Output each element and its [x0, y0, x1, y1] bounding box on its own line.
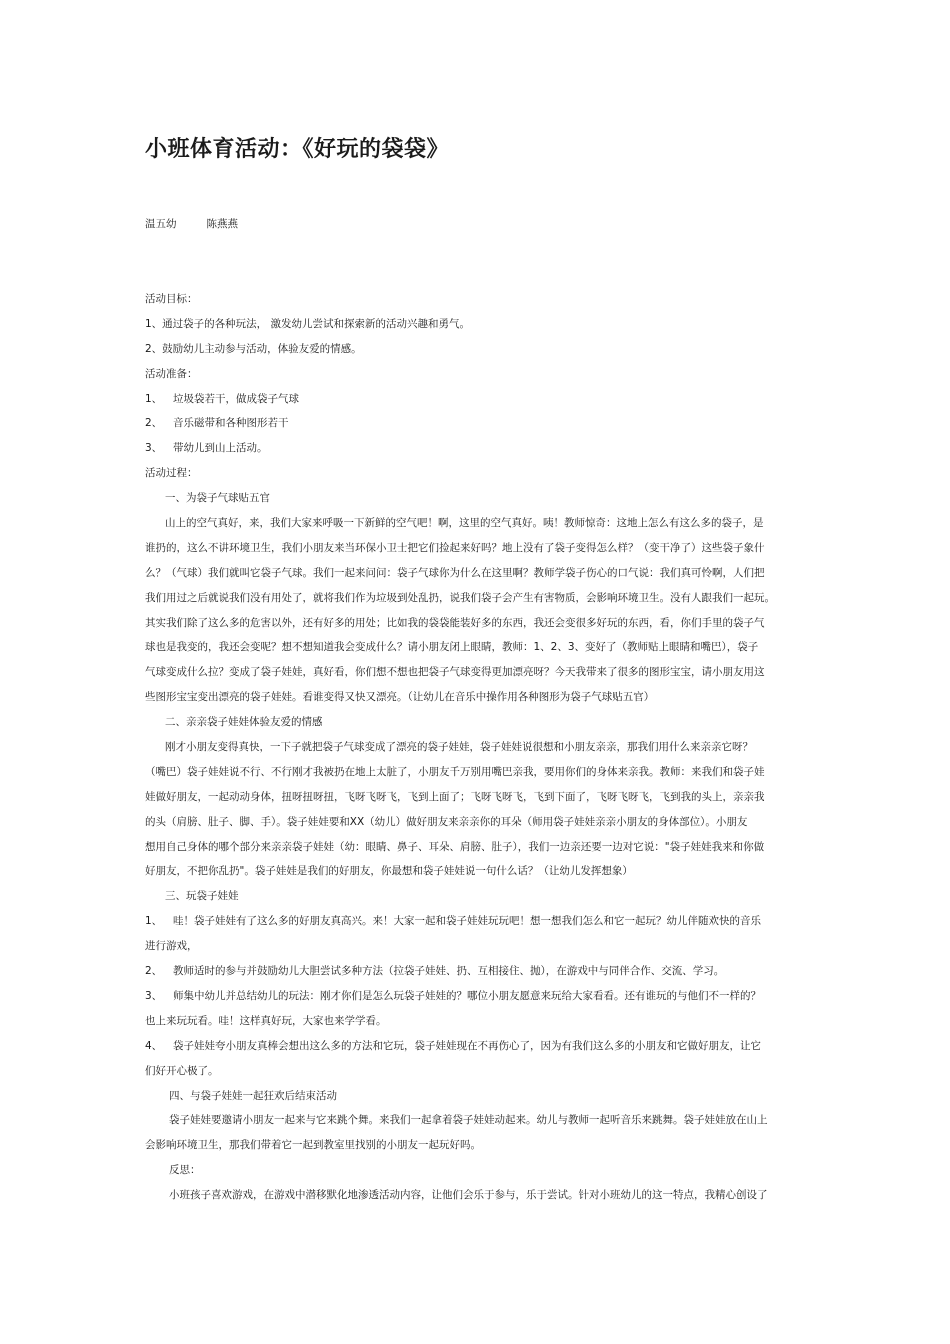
line-text: 们好开心极了。	[145, 1064, 219, 1077]
body-line	[145, 436, 810, 461]
document-body	[145, 287, 810, 1208]
body-line	[145, 1108, 810, 1133]
body-line	[145, 387, 810, 412]
line-text: 球也是我变的，我还会变呢？想不想知道我会变成什么？请小朋友闭上眼睛，教师：1、2、3、变好了（教师贴上眼睛和嘴巴），袋子	[145, 641, 759, 654]
line-text: 山上的空气真好，来，我们大家来呼吸一下新鲜的空气吧！啊，这里的空气真好。咦！教师惊奇：这地上怎么有这么多的袋子，是	[165, 517, 764, 530]
body-line	[145, 586, 810, 611]
line-text: 教师适时的参与并鼓励幼儿大胆尝试多种方法（拉袋子娃娃、扔、互相接住、抛），在游戏中与同伴合作、交流、学习。	[173, 965, 725, 978]
line-text: 么？（气球）我们就叫它袋子气球。我们一起来问问：袋子气球你为什么在这里啊？教师学袋子伤心的口气说：我们真可怜啊，人们把	[145, 566, 765, 579]
line-text: 四、与袋子娃娃一起狂欢后结束活动	[169, 1089, 337, 1102]
line-text: 音乐磁带和各种图形若干	[173, 417, 289, 430]
line-text: 活动目标：	[145, 293, 198, 305]
line-text: 反思：	[169, 1164, 201, 1177]
body-line	[145, 486, 810, 511]
body-line	[145, 710, 810, 735]
author-school: 温五幼	[145, 218, 177, 230]
line-text: 谁扔的，这么不讲环境卫生，我们小朋友来当环保小卫士把它们捡起来好吗？地上没有了袋子变得怎么样？（变干净了）这些袋子象什	[145, 541, 765, 554]
line-text: 些图形宝宝变出漂亮的袋子娃娃。看谁变得又快又漂亮。（让幼儿在音乐中操作用各种图形为袋子气球贴五官）	[145, 691, 655, 704]
list-number: 3、	[145, 989, 163, 1002]
line-text: 的头（肩膀、肚子、脚、手）。袋子娃娃要和XX（幼儿）做好朋友来亲亲你的耳朵（师用袋子娃娃亲亲小朋友的身体部位）。小朋友	[145, 815, 748, 828]
line-text: 也上来玩玩看。哇！这样真好玩，大家也来学学看。	[145, 1014, 387, 1027]
line-text: 二、亲亲袋子娃娃体验友爱的情感	[165, 716, 323, 729]
line-text: 活动准备：	[145, 367, 198, 380]
body-line	[145, 287, 810, 312]
line-text: （嘴巴）袋子娃娃说不行、不行刚才我被扔在地上太脏了，小朋友千万别用嘴巴亲我，要用你们的身体来亲我。教师：来我们和袋子娃	[145, 765, 765, 778]
body-line	[145, 859, 810, 884]
body-line	[145, 611, 810, 636]
body-line	[145, 1133, 810, 1158]
line-text: 1、通过袋子的各种玩法， 激发幼儿尝试和探索新的活动兴趣和勇气。	[145, 317, 471, 330]
body-line	[145, 561, 810, 586]
body-line	[145, 1059, 810, 1084]
body-line	[145, 810, 810, 835]
body-line	[145, 511, 810, 536]
body-line	[145, 660, 810, 685]
line-text: 会影响环境卫生，那我们带着它一起到教室里找别的小朋友一起玩好吗。	[145, 1139, 481, 1152]
author-name: 陈燕燕	[206, 218, 238, 230]
body-line	[145, 461, 810, 486]
body-line	[145, 1034, 810, 1059]
line-text: 2、鼓励幼儿主动参与活动，体验友爱的情感。	[145, 342, 362, 355]
body-line	[145, 934, 810, 959]
line-text: 想用自己身体的哪个部分来亲亲袋子娃娃（幼：眼睛、鼻子、耳朵、肩膀、肚子），我们一边亲还要一边对它说："袋子娃娃我来和你做	[145, 840, 765, 853]
list-number: 4、	[145, 1039, 163, 1052]
body-line	[145, 909, 810, 934]
body-line	[145, 884, 810, 909]
line-text: 娃做好朋友，一起动动身体，扭呀扭呀扭，飞呀飞呀飞，飞到上面了；飞呀飞呀飞，飞到下面了，飞呀飞呀飞，飞到我的头上，亲亲我	[145, 790, 765, 803]
line-text: 三、玩袋子娃娃	[165, 890, 239, 903]
body-line	[145, 785, 810, 810]
line-text: 气球变成什么拉？变成了袋子娃娃，真好看，你们想不想也把袋子气球变得更加漂亮呀？今天我带来了很多的图形宝宝，请小朋友用这	[145, 666, 765, 679]
line-text: 一、为袋子气球贴五官	[165, 492, 270, 505]
body-line	[145, 1158, 810, 1183]
line-text: 哇！袋子娃娃有了这么多的好朋友真高兴。来！大家一起和袋子娃娃玩玩吧！想一想我们怎么和它一起玩？幼儿伴随欢快的音乐	[173, 915, 761, 928]
line-text: 袋子娃娃要邀请小朋友一起来与它来跳个舞。来我们一起拿着袋子娃娃动起来。幼儿与教师一起听音乐来跳舞。袋子娃娃放在山上	[169, 1114, 768, 1127]
body-line	[145, 411, 810, 436]
line-text: 袋子娃娃夸小朋友真棒会想出这么多的方法和它玩，袋子娃娃现在不再伤心了，因为有我们这么多的小朋友和它做好朋友，让它	[173, 1039, 761, 1052]
body-line	[145, 735, 810, 760]
body-line	[145, 312, 810, 337]
line-text: 带幼儿到山上活动。	[173, 442, 268, 455]
line-text: 小班孩子喜欢游戏，在游戏中潜移默化地渗透活动内容，让他们会乐于参与，乐于尝试。针对小班幼儿的这一特点，我精心创设了	[169, 1189, 768, 1202]
body-line	[145, 362, 810, 387]
line-text: 活动过程：	[145, 467, 198, 480]
line-text: 我们用过之后就说我们没有用处了，就将我们作为垃圾到处乱扔，说我们袋子会产生有害物质，会影响环境卫生。没有人跟我们一起玩。	[145, 591, 775, 604]
body-line	[145, 635, 810, 660]
body-line	[145, 536, 810, 561]
list-number: 1、	[145, 392, 163, 405]
body-line	[145, 685, 810, 710]
list-number: 2、	[145, 417, 163, 430]
line-text: 好朋友，不把你乱扔"。袋子娃娃是我们的好朋友，你最想和袋子娃娃说一句什么话？（让幼儿发挥想象）	[145, 865, 633, 878]
list-number: 1、	[145, 915, 163, 928]
line-text: 刚才小朋友变得真快，一下子就把袋子气球变成了漂亮的袋子娃娃，袋子娃娃说很想和小朋友亲亲，那我们用什么来亲亲它呀？	[165, 741, 753, 754]
line-text: 进行游戏，	[145, 940, 198, 953]
line-text: 师集中幼儿并总结幼儿的玩法：刚才你们是怎么玩袋子娃娃的？哪位小朋友愿意来玩给大家看看。还有谁玩的与他们不一样的？	[173, 989, 761, 1002]
list-number: 2、	[145, 965, 163, 978]
body-line	[145, 959, 810, 984]
list-number: 3、	[145, 442, 163, 455]
author-line	[145, 216, 238, 232]
document-title: 小班体育活动：《好玩的袋袋》	[145, 137, 450, 162]
body-line	[145, 1183, 810, 1208]
body-line	[145, 337, 810, 362]
line-text: 其实我们除了这么多的危害以外，还有好多的用处；比如我的袋袋能装好多的东西，我还会变很多好玩的东西，看，你们手里的袋子气	[145, 616, 765, 629]
body-line	[145, 1084, 810, 1109]
body-line	[145, 1009, 810, 1034]
body-line	[145, 984, 810, 1009]
body-line	[145, 835, 810, 860]
line-text: 垃圾袋若干，做成袋子气球	[173, 392, 299, 405]
body-line	[145, 760, 810, 785]
